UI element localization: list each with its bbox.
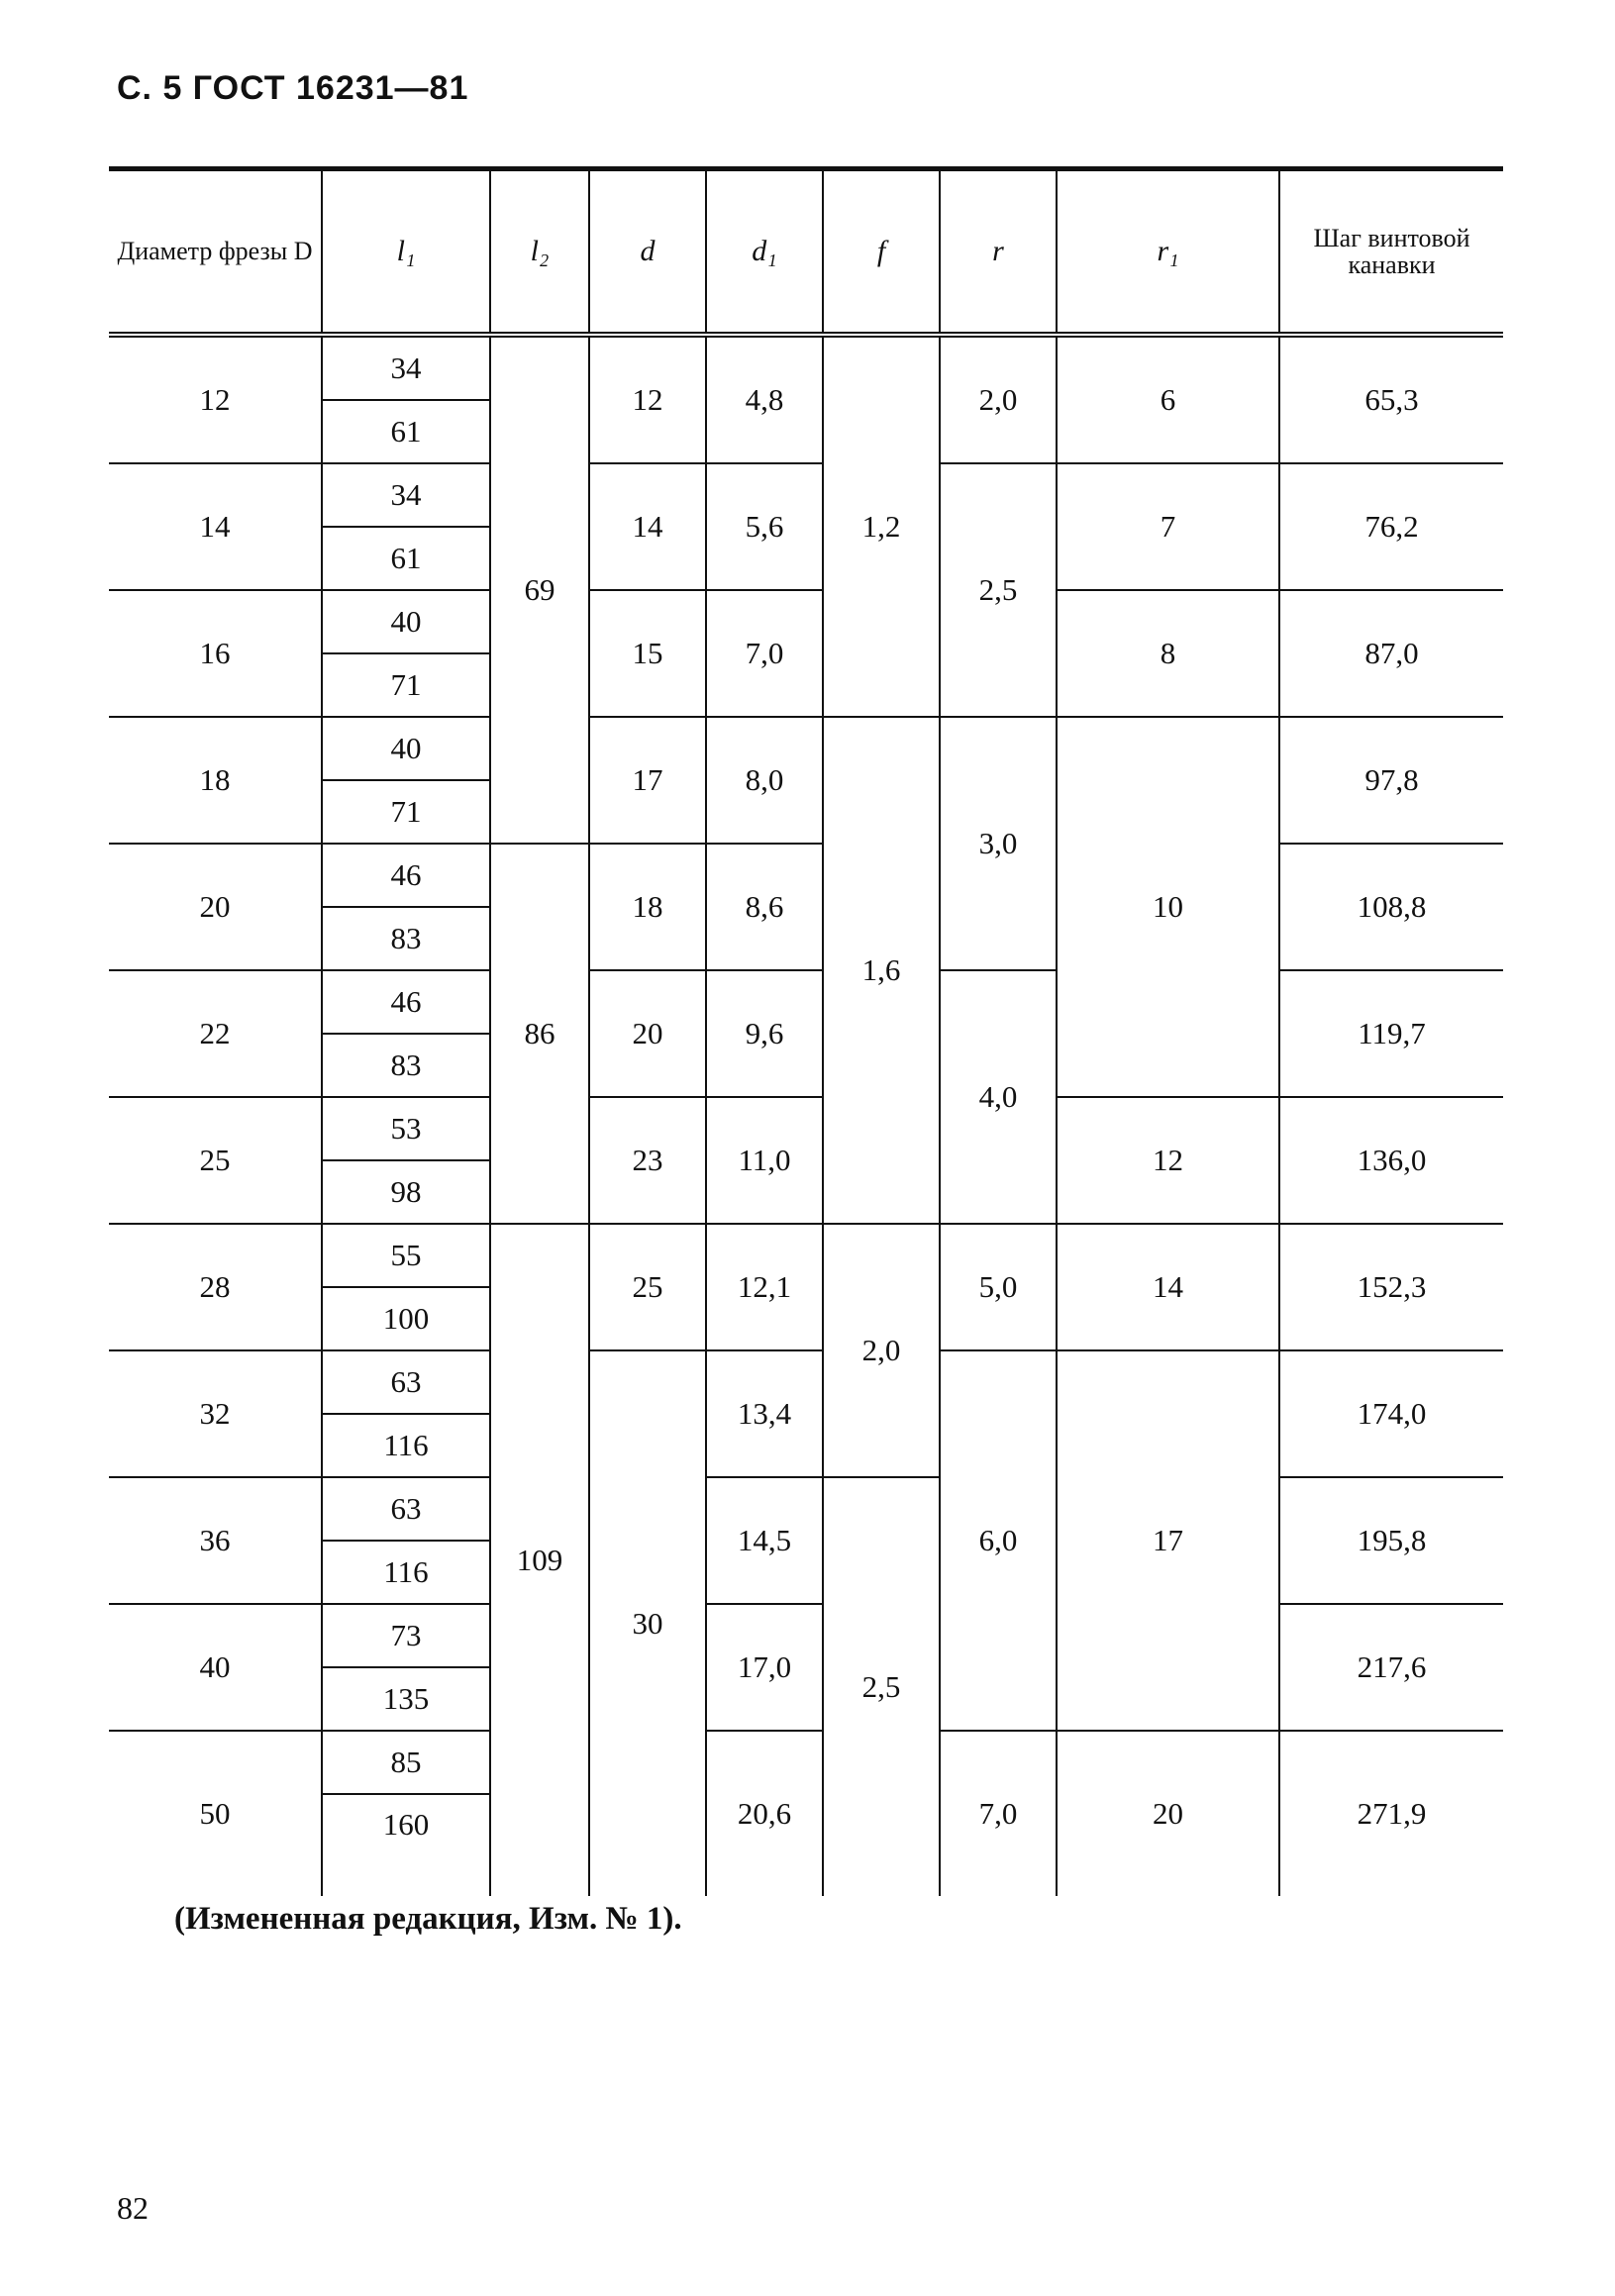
cell-l2: 69	[490, 335, 589, 844]
cell-diameter: 28	[109, 1224, 322, 1350]
col-header-diameter: Диаметр фрезы D	[109, 169, 322, 336]
cell-diameter: 18	[109, 717, 322, 844]
cell-d1: 8,0	[706, 717, 823, 844]
table-row	[109, 1350, 1503, 1414]
cell-r: 4,0	[940, 970, 1057, 1224]
table-row	[109, 1731, 1503, 1794]
cell-r1: 6	[1057, 335, 1279, 463]
cell-d: 14	[589, 463, 706, 590]
cell-diameter: 50	[109, 1731, 322, 1896]
cell-l1: 83	[322, 907, 490, 970]
cell-step: 271,9	[1279, 1731, 1503, 1896]
cell-l1: 53	[322, 1097, 490, 1160]
cell-d1: 7,0	[706, 590, 823, 717]
cell-step: 217,6	[1279, 1604, 1503, 1731]
cell-step: 136,0	[1279, 1097, 1503, 1224]
cell-d1: 13,4	[706, 1350, 823, 1477]
cell-f: 2,0	[823, 1224, 940, 1477]
table-row	[109, 1477, 1503, 1541]
cell-l1: 71	[322, 653, 490, 717]
cell-d1: 12,1	[706, 1224, 823, 1350]
cell-l1: 100	[322, 1287, 490, 1350]
table-row	[109, 463, 1503, 527]
table-row	[109, 1604, 1503, 1667]
table-row	[109, 844, 1503, 907]
cell-r1: 14	[1057, 1224, 1279, 1350]
cell-d1: 20,6	[706, 1731, 823, 1896]
table-header-row	[109, 169, 1503, 336]
cell-diameter: 12	[109, 335, 322, 463]
cell-l1: 34	[322, 335, 490, 400]
cell-l1: 116	[322, 1541, 490, 1604]
cell-l1: 71	[322, 780, 490, 844]
cell-r1: 7	[1057, 463, 1279, 590]
cell-d: 15	[589, 590, 706, 717]
cell-l1: 40	[322, 590, 490, 653]
cell-r: 2,0	[940, 335, 1057, 463]
cell-diameter: 14	[109, 463, 322, 590]
cell-d: 23	[589, 1097, 706, 1224]
cell-step: 65,3	[1279, 335, 1503, 463]
cell-f: 2,5	[823, 1477, 940, 1896]
table-row	[109, 335, 1503, 400]
cell-l1: 46	[322, 970, 490, 1034]
cell-d1: 14,5	[706, 1477, 823, 1604]
col-header-r: r	[940, 169, 1057, 336]
cell-d: 25	[589, 1224, 706, 1350]
cell-r1: 8	[1057, 590, 1279, 717]
cell-l2: 86	[490, 844, 589, 1224]
cell-diameter: 20	[109, 844, 322, 970]
cell-diameter: 32	[109, 1350, 322, 1477]
cell-d: 30	[589, 1350, 706, 1896]
cell-r1: 20	[1057, 1731, 1279, 1896]
cell-diameter: 16	[109, 590, 322, 717]
cell-l1: 34	[322, 463, 490, 527]
col-header-l1: l₁	[322, 169, 490, 336]
cell-l1: 83	[322, 1034, 490, 1097]
cell-l1: 116	[322, 1414, 490, 1477]
cell-f: 1,2	[823, 335, 940, 717]
cell-l1: 55	[322, 1224, 490, 1287]
cell-r1: 17	[1057, 1350, 1279, 1731]
cell-d: 18	[589, 844, 706, 970]
cell-d1: 9,6	[706, 970, 823, 1097]
cell-d1: 8,6	[706, 844, 823, 970]
cell-step: 108,8	[1279, 844, 1503, 970]
cell-l1: 135	[322, 1667, 490, 1731]
cell-step: 195,8	[1279, 1477, 1503, 1604]
cell-d: 12	[589, 335, 706, 463]
cell-d1: 5,6	[706, 463, 823, 590]
cell-r: 5,0	[940, 1224, 1057, 1350]
cell-r1: 10	[1057, 717, 1279, 1097]
cell-l1: 98	[322, 1160, 490, 1224]
col-header-step: Шаг винтовой канавки	[1279, 169, 1503, 336]
cell-step: 87,0	[1279, 590, 1503, 717]
cell-step: 76,2	[1279, 463, 1503, 590]
cell-step: 119,7	[1279, 970, 1503, 1097]
col-header-f: f	[823, 169, 940, 336]
cell-d1: 4,8	[706, 335, 823, 463]
cutter-dimensions-table	[109, 166, 1503, 1896]
cell-r: 3,0	[940, 717, 1057, 970]
cell-d: 20	[589, 970, 706, 1097]
table-row	[109, 1224, 1503, 1287]
cell-diameter: 22	[109, 970, 322, 1097]
cell-l1: 61	[322, 527, 490, 590]
cell-l1: 61	[322, 400, 490, 463]
table-row	[109, 1097, 1503, 1160]
cell-l2: 109	[490, 1224, 589, 1896]
table-row	[109, 590, 1503, 653]
cell-r: 6,0	[940, 1350, 1057, 1731]
cell-f: 1,6	[823, 717, 940, 1224]
cell-l1: 63	[322, 1350, 490, 1414]
table-row	[109, 970, 1503, 1034]
cell-step: 152,3	[1279, 1224, 1503, 1350]
cell-diameter: 25	[109, 1097, 322, 1224]
col-header-l2: l₂	[490, 169, 589, 336]
page-number: 82	[117, 2190, 149, 2226]
cell-step: 97,8	[1279, 717, 1503, 844]
page-header: С. 5 ГОСТ 16231—81	[117, 69, 469, 107]
cell-l1: 160	[382, 1807, 430, 1842]
cell-d1: 17,0	[706, 1604, 823, 1731]
cell-l1: 63	[322, 1477, 490, 1541]
cell-diameter: 36	[109, 1477, 322, 1604]
cell-d: 17	[589, 717, 706, 844]
col-header-r1: r₁	[1057, 169, 1279, 336]
cell-d1: 11,0	[706, 1097, 823, 1224]
amendment-note: (Измененная редакция, Изм. № 1).	[174, 1901, 682, 1937]
cell-r: 7,0	[940, 1731, 1057, 1896]
col-header-d: d	[589, 169, 706, 336]
cell-step: 174,0	[1279, 1350, 1503, 1477]
cell-l1: 46	[322, 844, 490, 907]
cell-diameter: 40	[109, 1604, 322, 1731]
cell-r1: 12	[1057, 1097, 1279, 1224]
table-row	[109, 717, 1503, 780]
cell-r: 2,5	[940, 463, 1057, 717]
col-header-d1: d₁	[706, 169, 823, 336]
cell-l1: 40	[322, 717, 490, 780]
cell-l1: 73	[322, 1604, 490, 1667]
cell-l1: 85	[322, 1731, 490, 1794]
